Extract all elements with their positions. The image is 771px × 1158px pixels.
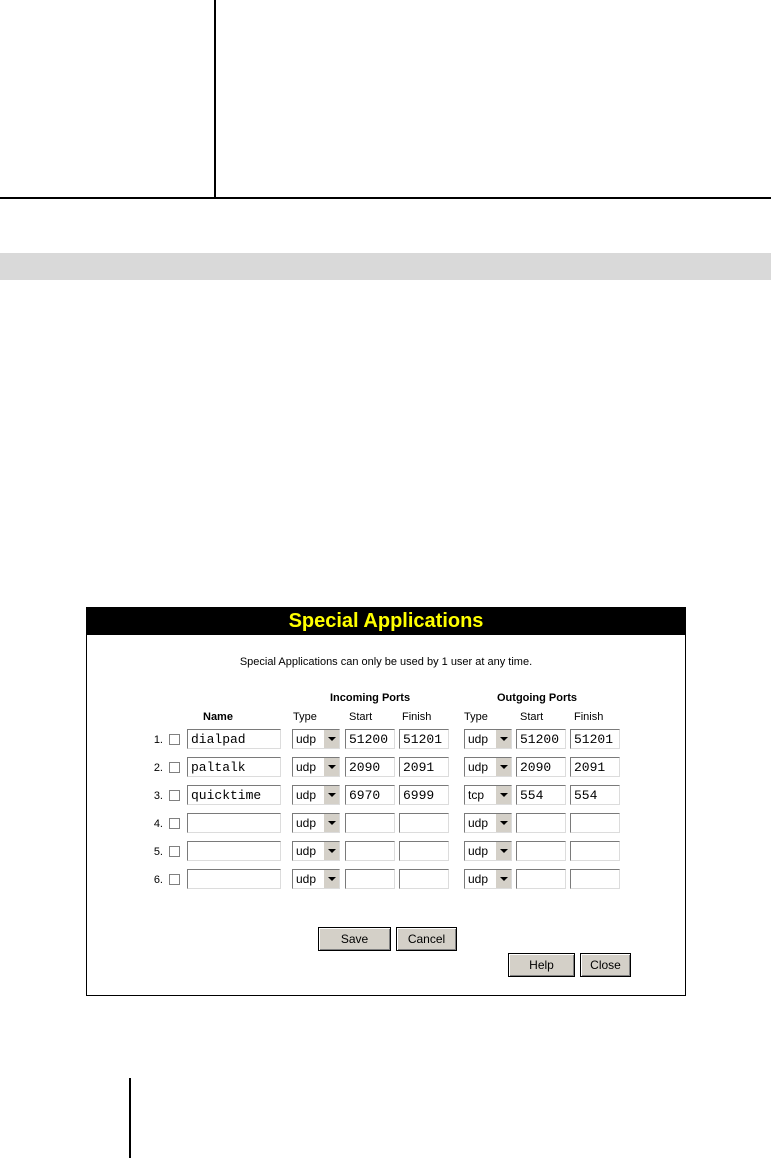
outgoing-finish-input[interactable] xyxy=(570,813,620,833)
incoming-type-value: udp xyxy=(296,844,317,858)
incoming-start-input[interactable] xyxy=(345,869,395,889)
name-input[interactable]: paltalk xyxy=(187,757,281,777)
chevron-down-icon[interactable] xyxy=(495,870,511,888)
incoming-start-input[interactable] xyxy=(345,813,395,833)
enable-checkbox[interactable] xyxy=(169,846,180,857)
incoming-finish-input[interactable] xyxy=(399,813,449,833)
enable-checkbox[interactable] xyxy=(169,734,180,745)
outgoing-finish-input[interactable]: 51201 xyxy=(570,729,620,749)
special-applications-dialog xyxy=(86,607,686,996)
incoming-finish-input[interactable]: 2091 xyxy=(399,757,449,777)
name-input[interactable] xyxy=(187,869,281,889)
enable-checkbox[interactable] xyxy=(169,818,180,829)
table-row xyxy=(87,813,685,835)
bottom-vertical-divider xyxy=(129,1078,131,1158)
incoming-ports-header: Incoming Ports xyxy=(330,692,411,704)
outgoing-finish-input[interactable]: 2091 xyxy=(570,757,620,777)
incoming-start-input[interactable]: 51200 xyxy=(345,729,395,749)
name-input[interactable]: quicktime xyxy=(187,785,281,805)
outgoing-ports-header: Outgoing Ports xyxy=(497,692,578,704)
outgoing-type-select[interactable] xyxy=(464,757,512,777)
gray-band xyxy=(0,253,771,280)
name-input[interactable] xyxy=(187,841,281,861)
outgoing-type-select[interactable] xyxy=(464,729,512,749)
row-number: 4. xyxy=(153,818,163,830)
chevron-down-icon[interactable] xyxy=(323,786,339,804)
top-vertical-divider xyxy=(214,0,216,198)
cancel-button[interactable]: Cancel xyxy=(396,927,457,951)
outgoing-start-input[interactable]: 2090 xyxy=(516,757,566,777)
incoming-type-value: udp xyxy=(296,760,317,774)
chevron-down-icon[interactable] xyxy=(495,730,511,748)
outgoing-type-value: udp xyxy=(468,760,489,774)
incoming-finish-input[interactable]: 6999 xyxy=(399,785,449,805)
outgoing-start-input[interactable] xyxy=(516,813,566,833)
incoming-type-select[interactable] xyxy=(292,869,340,889)
outgoing-type-value: udp xyxy=(468,872,489,886)
table-row xyxy=(87,785,685,807)
outgoing-type-value: udp xyxy=(468,844,489,858)
outgoing-finish-input[interactable] xyxy=(570,869,620,889)
incoming-finish-input[interactable] xyxy=(399,869,449,889)
outgoing-type-header: Type xyxy=(464,711,488,723)
chevron-down-icon[interactable] xyxy=(495,758,511,776)
help-button[interactable]: Help xyxy=(508,953,575,977)
dialog-title: Special Applications xyxy=(87,608,685,635)
incoming-type-select[interactable] xyxy=(292,841,340,861)
incoming-type-value: udp xyxy=(296,872,317,886)
chevron-down-icon[interactable] xyxy=(323,870,339,888)
outgoing-type-value: udp xyxy=(468,732,489,746)
row-number: 2. xyxy=(153,762,163,774)
outgoing-type-select[interactable] xyxy=(464,813,512,833)
incoming-finish-header: Finish xyxy=(402,711,432,723)
table-row xyxy=(87,757,685,779)
chevron-down-icon[interactable] xyxy=(495,814,511,832)
save-button[interactable]: Save xyxy=(318,927,391,951)
top-horizontal-divider xyxy=(0,197,771,199)
incoming-type-select[interactable] xyxy=(292,813,340,833)
chevron-down-icon[interactable] xyxy=(323,842,339,860)
incoming-start-input[interactable]: 6970 xyxy=(345,785,395,805)
chevron-down-icon[interactable] xyxy=(495,786,511,804)
incoming-finish-input[interactable]: 51201 xyxy=(399,729,449,749)
outgoing-type-select[interactable] xyxy=(464,841,512,861)
name-input[interactable] xyxy=(187,813,281,833)
outgoing-start-input[interactable]: 51200 xyxy=(516,729,566,749)
incoming-type-select[interactable] xyxy=(292,729,340,749)
chevron-down-icon[interactable] xyxy=(495,842,511,860)
outgoing-type-value: tcp xyxy=(468,788,485,802)
enable-checkbox[interactable] xyxy=(169,762,180,773)
row-number: 1. xyxy=(153,734,163,746)
table-row xyxy=(87,841,685,863)
incoming-type-value: udp xyxy=(296,732,317,746)
incoming-start-input[interactable]: 2090 xyxy=(345,757,395,777)
chevron-down-icon[interactable] xyxy=(323,730,339,748)
incoming-finish-input[interactable] xyxy=(399,841,449,861)
name-column-header: Name xyxy=(203,711,233,723)
incoming-start-input[interactable] xyxy=(345,841,395,861)
row-number: 5. xyxy=(153,846,163,858)
outgoing-start-input[interactable]: 554 xyxy=(516,785,566,805)
outgoing-type-select[interactable] xyxy=(464,869,512,889)
usage-note: Special Applications can only be used by 1 user at any time. xyxy=(239,656,533,668)
enable-checkbox[interactable] xyxy=(169,874,180,885)
incoming-start-header: Start xyxy=(349,711,373,723)
row-number: 6. xyxy=(153,874,163,886)
outgoing-type-select[interactable] xyxy=(464,785,512,805)
row-number: 3. xyxy=(153,790,163,802)
outgoing-start-header: Start xyxy=(520,711,544,723)
incoming-type-select[interactable] xyxy=(292,757,340,777)
incoming-type-header: Type xyxy=(293,711,317,723)
outgoing-start-input[interactable] xyxy=(516,841,566,861)
table-row xyxy=(87,869,685,891)
outgoing-finish-input[interactable]: 554 xyxy=(570,785,620,805)
incoming-type-value: udp xyxy=(296,788,317,802)
chevron-down-icon[interactable] xyxy=(323,814,339,832)
incoming-type-value: udp xyxy=(296,816,317,830)
incoming-type-select[interactable] xyxy=(292,785,340,805)
table-row xyxy=(87,729,685,751)
outgoing-start-input[interactable] xyxy=(516,869,566,889)
outgoing-finish-header: Finish xyxy=(574,711,604,723)
enable-checkbox[interactable] xyxy=(169,790,180,801)
chevron-down-icon[interactable] xyxy=(323,758,339,776)
outgoing-finish-input[interactable] xyxy=(570,841,620,861)
outgoing-type-value: udp xyxy=(468,816,489,830)
name-input[interactable]: dialpad xyxy=(187,729,281,749)
close-button[interactable]: Close xyxy=(580,953,631,977)
